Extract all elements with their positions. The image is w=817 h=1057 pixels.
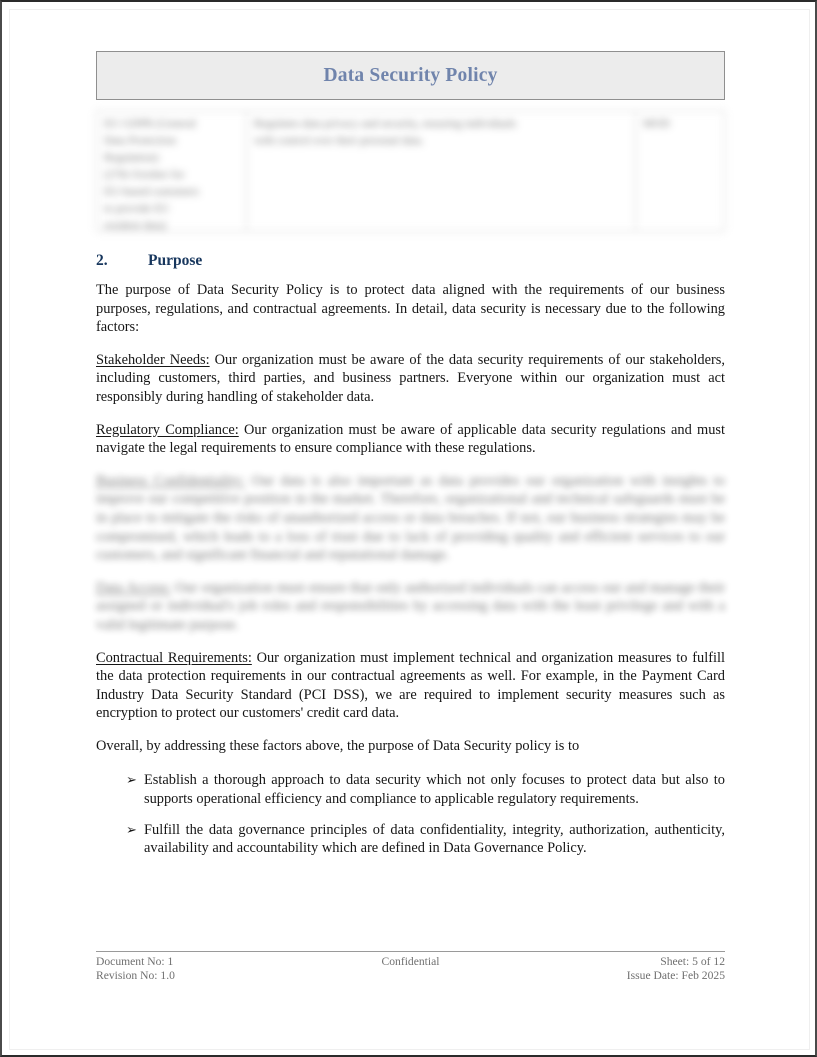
table-cell-line: EU GDPR (General — [104, 118, 196, 130]
table-cell-line: resident data) — [104, 220, 167, 231]
paragraph-business-confidentiality-redacted — [96, 472, 725, 565]
redacted-table-column-description — [247, 111, 636, 231]
footer-revision-no: Revision No: 1.0 — [96, 969, 175, 982]
paragraph-term: Stakeholder Needs: — [96, 351, 210, 368]
document-title-box — [96, 51, 725, 100]
list-item — [96, 771, 725, 808]
arrowhead-bullet-icon: ➢ — [126, 821, 137, 837]
list-item — [96, 821, 725, 858]
paragraph-text: Our data is also important as data provides our organization with insights to improve our competitive position in the market. Therefore, organizational and technical safeguards must be in place to mitigate the risks of unauthorized access or data breaches. If not, our business strategies may be compromised, which leads to a loss of trust due to lack of providing quality and efficient services to our customers, and significant financial and reputational damage. — [96, 472, 725, 564]
table-cell-line: Regulation) — [104, 152, 159, 164]
table-cell-line: Regulates data privacy and security, ensuring individuals — [254, 118, 517, 130]
table-cell-line: EU-based customers — [104, 186, 199, 198]
table-cell-line: with control over their personal data. — [254, 135, 424, 147]
arrowhead-bullet-icon: ➢ — [126, 772, 137, 788]
section-heading — [96, 252, 725, 270]
paragraph-text: Our organization must implement technical and organization measures to fulfill the data protection requirements in our contractual agreements as well. For example, in the Payment Card Industry Data Security Standard (PCI DSS), we are required to implement security measures such as encryption to protect our customers' credit card data. — [96, 649, 725, 722]
paragraph-overall: Overall, by addressing these factors above, the purpose of Data Security policy is to — [96, 737, 580, 754]
section-number: 2. — [96, 252, 108, 269]
document-title: Data Security Policy — [323, 64, 498, 86]
footer-classification: Confidential — [381, 955, 440, 968]
list-item-text: Establish a thorough approach to data security which not only focuses to protect data but also to supports operational efficiency and compliance to applicable regulatory requirements. — [144, 772, 725, 808]
paragraph-data-access-redacted — [96, 579, 725, 635]
section-intro-paragraph: The purpose of Data Security Policy is to protect data aligned with the requirements of our business purposes, regulations, and contractual agreements. In detail, data security is necessary due to the following factors: — [96, 282, 725, 336]
table-cell-line: MOD — [643, 118, 670, 130]
table-cell-line: Data Protection — [104, 135, 176, 147]
table-cell-line: (27th October for — [104, 169, 185, 181]
paragraph-term: Business Confidentiality: — [96, 472, 245, 489]
page-footer — [96, 951, 725, 983]
footer-issue-date: Issue Date: Feb 2025 — [626, 969, 725, 982]
paragraph-regulatory-compliance — [96, 421, 725, 458]
footer-row-secondary — [96, 969, 725, 983]
paragraph-term: Regulatory Compliance: — [96, 421, 239, 438]
list-item-text: Fulfill the data governance principles of data confidentiality, integrity, authorization, authenticity, availability and accountability which are defined in Data Governance Policy. — [144, 821, 725, 857]
section-title: Purpose — [148, 252, 203, 269]
redacted-table-column-regulation — [97, 111, 247, 231]
footer-sheet-number: Sheet: 5 of 12 — [660, 955, 725, 968]
paragraph-text: Our organization must be aware of the data security requirements of our stakeholders, including customers, third parties, and business partners. Everyone within our organization must act responsibly during handling of stakeholder data. — [96, 351, 725, 405]
page-content — [96, 51, 725, 858]
paragraph-text: Our organization must be aware of applicable data security regulations and must navigate the legal requirements to ensure compliance with these regulations. — [96, 421, 726, 457]
footer-row-primary — [96, 955, 725, 969]
paragraph-text: Our organization must ensure that only authorized individuals can access our and manage their assigned or individual's job roles and responsibilities by accessing data with the least privilege and with a valid legitimate purpose. — [96, 579, 725, 633]
redacted-table-column-owner — [636, 111, 724, 231]
footer-document-no: Document No: 1 — [96, 955, 174, 968]
redacted-regulation-table — [96, 110, 725, 232]
paragraph-term: Contractual Requirements: — [96, 649, 252, 666]
paragraph-term: Data Access: — [96, 579, 172, 596]
paragraph-contractual-requirements — [96, 649, 725, 723]
table-cell-line: to provide EU — [104, 203, 170, 215]
paragraph-stakeholder-needs — [96, 351, 725, 407]
redacted-table-grid — [96, 110, 725, 232]
purpose-bullet-list — [96, 771, 725, 857]
